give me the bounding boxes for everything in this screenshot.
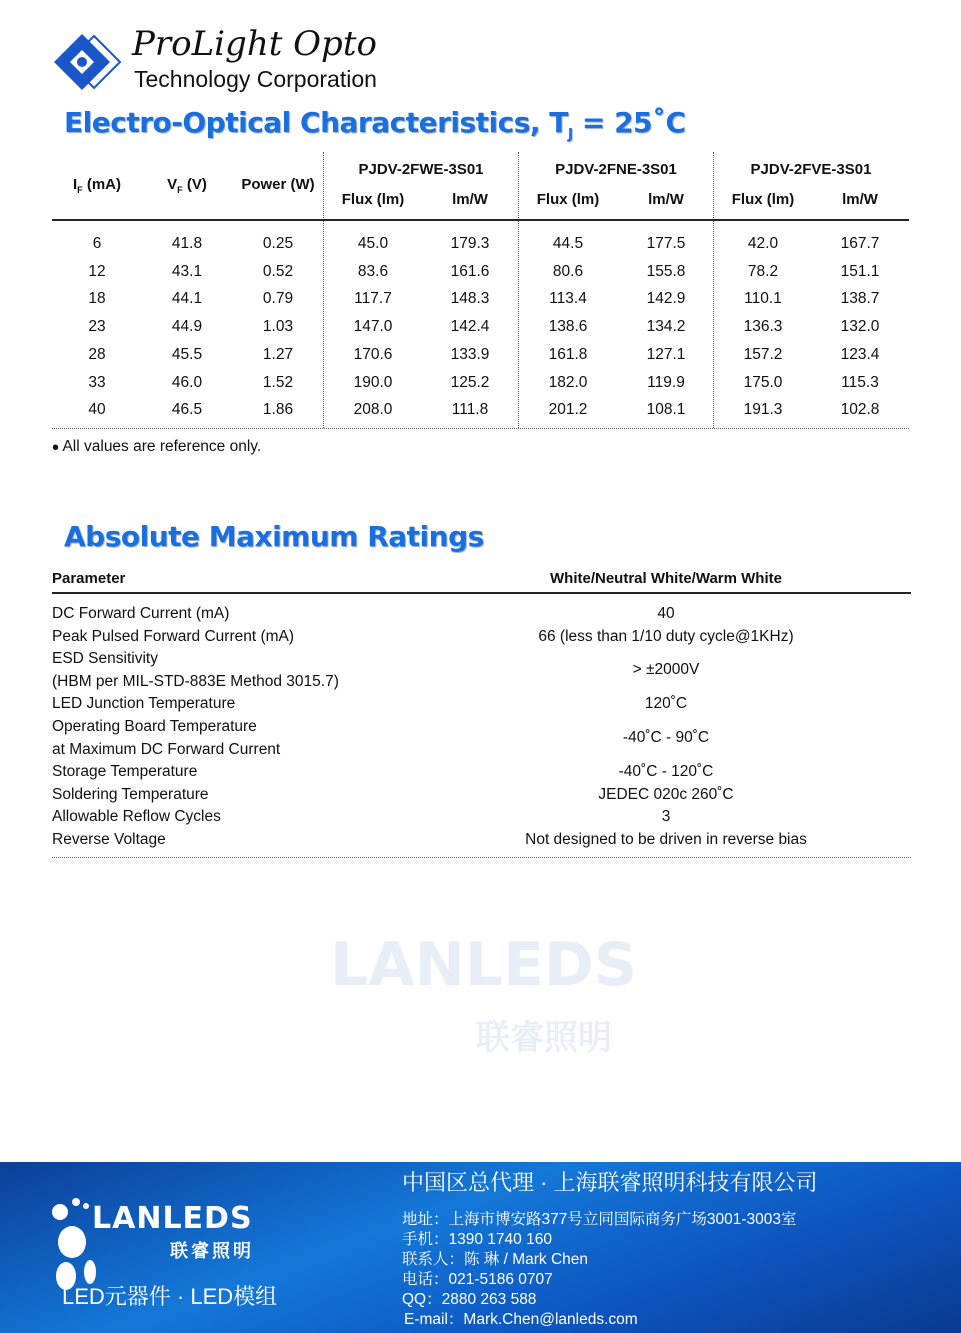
model-2: PJDV-2FNE-3S01 <box>555 161 677 178</box>
contact-line: 手机：1390 1740 160 <box>402 1231 552 1248</box>
table-cell: 33 <box>88 373 106 391</box>
amr-header-rule <box>52 592 911 594</box>
table-cell: 1.27 <box>262 345 294 363</box>
table-cell: 182.0 <box>548 373 588 391</box>
ratings-row <box>0 604 961 627</box>
table-cell: 167.7 <box>840 235 880 252</box>
table-cell: 119.9 <box>647 373 685 391</box>
table-cell: 46.0 <box>171 373 203 391</box>
col-lmw: lm/W <box>648 191 684 208</box>
table-cell: 208.0 <box>353 401 393 419</box>
table-cell: 142.4 <box>450 318 490 336</box>
bullet-icon: • <box>52 437 60 459</box>
table-cell: 157.2 <box>743 345 783 363</box>
table-cell: 44.9 <box>171 318 203 336</box>
model-1: PJDV-2FWE-3S01 <box>358 161 484 178</box>
parameter-label: Operating Board Temperature <box>52 718 257 735</box>
rating-value: 40 <box>657 605 675 622</box>
table-cell: 127.1 <box>646 345 686 363</box>
table-cell: 44.1 <box>171 290 203 308</box>
parameter-label: Soldering Temperature <box>52 785 209 803</box>
table-cell: 113.4 <box>549 290 587 308</box>
ratings-row <box>0 694 961 717</box>
footer-company: 中国区总代理 · 上海联睿照明科技有限公司 <box>402 1170 818 1195</box>
note <box>52 437 261 460</box>
parameter-label: Storage Temperature <box>52 763 198 781</box>
amr-title: Absolute Maximum Ratings <box>64 520 484 553</box>
rating-value: 3 <box>661 808 671 826</box>
table-cell: 115.3 <box>841 373 879 391</box>
table-cell: 133.9 <box>450 345 490 363</box>
rating-value: > ±2000V <box>632 661 700 679</box>
table-cell: 147.0 <box>353 318 393 336</box>
table-cell: 175.0 <box>743 373 783 391</box>
table-row <box>0 401 961 421</box>
model-3: PJDV-2FVE-3S01 <box>750 161 872 178</box>
table-row <box>0 235 961 255</box>
table-cell: 40 <box>88 401 106 419</box>
watermark-brand: LANLEDS <box>330 930 638 1000</box>
ratings-row <box>0 830 961 853</box>
table-cell: 125.2 <box>450 373 490 391</box>
table-cell: 132.0 <box>840 318 880 336</box>
table-cell: 134.2 <box>646 318 686 336</box>
parameter-label: ESD Sensitivity <box>52 650 158 668</box>
table-cell: 179.3 <box>450 235 490 252</box>
logo-subtitle: Technology Corporation <box>134 66 377 92</box>
table-cell: 148.3 <box>450 290 490 308</box>
rating-value: -40˚C - 120˚C <box>618 763 714 781</box>
table-cell: 1.86 <box>262 401 294 419</box>
table-cell: 142.9 <box>646 290 686 308</box>
table-cell: 0.52 <box>262 262 294 280</box>
watermark-cn: 联睿照明 <box>476 1018 612 1058</box>
table-cell: 44.5 <box>552 235 584 252</box>
header-rule <box>52 219 909 221</box>
table-cell: 18 <box>88 290 106 308</box>
ratings-row <box>0 717 961 762</box>
parameter-label: Allowable Reflow Cycles <box>52 808 221 826</box>
table-cell: 45.5 <box>171 345 203 363</box>
amr-bottom-rule <box>52 857 911 858</box>
col-flux: Flux (lm) <box>341 191 405 208</box>
prolight-logo-icon <box>52 32 112 92</box>
table-cell: 201.2 <box>548 401 588 419</box>
table-cell: 42.0 <box>747 235 779 252</box>
ratings-row <box>0 627 961 650</box>
table-cell: 138.7 <box>840 290 880 308</box>
contact-line: QQ：2880 263 588 <box>402 1291 537 1308</box>
table-row <box>0 374 961 394</box>
col-flux: Flux (lm) <box>536 191 600 208</box>
table-row <box>0 263 961 283</box>
table-cell: 1.52 <box>262 373 294 391</box>
parameter-label: Reverse Voltage <box>52 831 166 848</box>
table-cell: 102.8 <box>840 401 880 419</box>
table-cell: 155.8 <box>646 262 686 280</box>
table-cell: 110.1 <box>744 290 782 308</box>
ratings-row <box>0 785 961 808</box>
table-cell: 117.7 <box>354 290 392 308</box>
table-row <box>0 318 961 338</box>
eo-title: Electro-Optical Characteristics, $T_J$ = 25˚C <box>64 106 686 143</box>
table-cell: 23 <box>88 318 106 336</box>
table-cell: 151.1 <box>840 262 880 280</box>
footer-brand-cn: 联睿照明 <box>170 1241 254 1261</box>
table-bottom-rule <box>52 428 909 429</box>
parameter-label: DC Forward Current (mA) <box>52 605 230 622</box>
footer-brand: LANLEDS <box>92 1201 253 1236</box>
ratings-row <box>0 762 961 785</box>
rating-value: Not designed to be driven in reverse bias <box>525 831 807 848</box>
footer-banner <box>0 1162 961 1333</box>
col-if: $I_F$ (mA) <box>73 176 121 195</box>
col-flux: Flux (lm) <box>731 191 795 208</box>
table-cell: 0.79 <box>262 290 294 308</box>
parameter-label: Peak Pulsed Forward Current (mA) <box>52 627 295 645</box>
logo-script: ProLight Opto <box>132 24 377 64</box>
col-value: White/Neutral White/Warm White <box>550 570 782 587</box>
table-cell: 6 <box>92 235 102 252</box>
parameter-label: at Maximum DC Forward Current <box>52 740 281 758</box>
table-cell: 123.4 <box>840 345 880 363</box>
note-text: All values are reference only. <box>62 438 262 455</box>
table-cell: 80.6 <box>552 262 584 280</box>
rating-value: JEDEC 020c 260˚C <box>598 785 734 803</box>
table-cell: 12 <box>88 262 106 280</box>
ratings-row <box>0 649 961 694</box>
parameter-label: (HBM per MIL-STD-883E Method 3015.7) <box>52 672 339 690</box>
col-lmw: lm/W <box>842 191 878 208</box>
rating-value: 66 (less than 1/10 duty cycle@1KHz) <box>538 627 794 645</box>
table-cell: 138.6 <box>548 318 588 336</box>
table-cell: 170.6 <box>353 345 393 363</box>
contact-line: 地址：上海市博安路377号立同国际商务广场3001-3003室 <box>402 1211 797 1228</box>
table-row <box>0 290 961 310</box>
table-cell: 161.6 <box>450 262 490 280</box>
table-cell: 111.8 <box>451 401 489 419</box>
contact-line: 联系人：陈 琳 / Mark Chen <box>402 1251 589 1268</box>
ratings-row <box>0 807 961 830</box>
table-cell: 46.5 <box>171 401 203 419</box>
table-cell: 190.0 <box>353 373 393 391</box>
col-lmw: lm/W <box>452 191 488 208</box>
table-cell: 177.5 <box>646 235 686 252</box>
table-cell: 45.0 <box>357 235 389 252</box>
rating-value: 120˚C <box>644 695 688 713</box>
rating-value: -40˚C - 90˚C <box>622 729 710 747</box>
table-cell: 161.8 <box>548 345 588 363</box>
table-cell: 108.1 <box>646 401 686 419</box>
table-cell: 43.1 <box>171 262 203 280</box>
col-vf: $V_F$ (V) <box>167 176 207 195</box>
table-cell: 83.6 <box>357 262 389 280</box>
table-cell: 0.25 <box>262 235 294 252</box>
footer-tagline: LED元器件 · LED模组 <box>62 1284 278 1309</box>
parameter-label: LED Junction Temperature <box>52 695 236 713</box>
table-cell: 1.03 <box>262 318 294 336</box>
col-parameter: Parameter <box>52 570 126 587</box>
table-row <box>0 346 961 366</box>
contact-line: 电话：021-5186 0707 <box>402 1271 553 1288</box>
contact-line: E-mail：Mark.Chen@lanleds.com <box>404 1311 638 1328</box>
table-cell: 191.3 <box>743 401 783 419</box>
table-cell: 78.2 <box>747 262 779 280</box>
table-cell: 41.8 <box>171 235 203 252</box>
table-cell: 136.3 <box>743 318 783 336</box>
table-cell: 28 <box>88 345 106 363</box>
col-power: Power (W) <box>241 176 315 193</box>
